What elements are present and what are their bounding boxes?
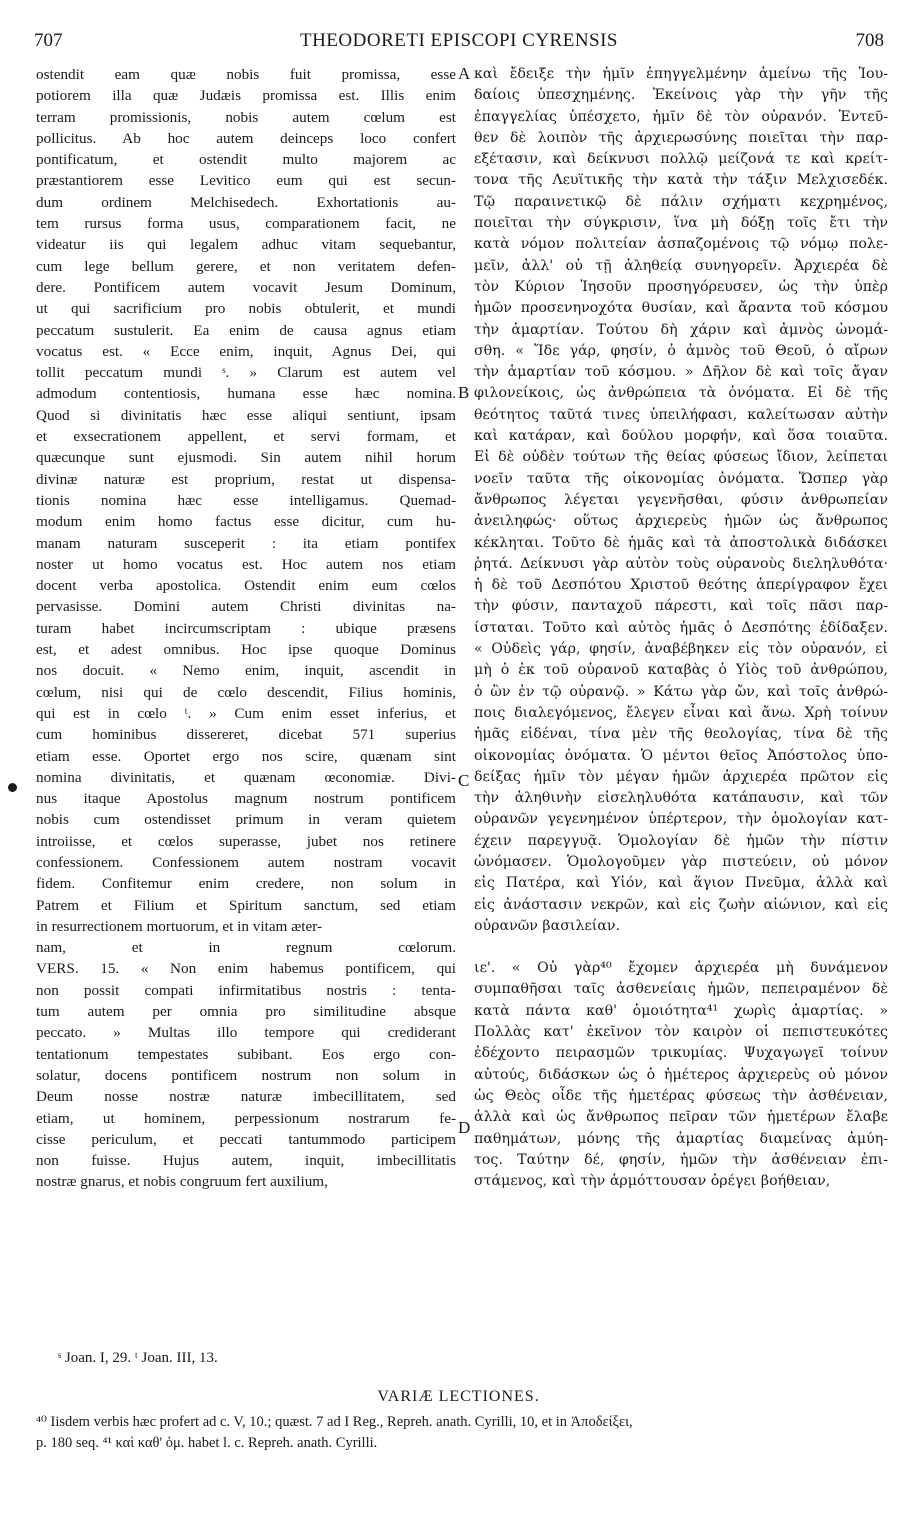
latin-text-line: non fuisse. Hujus autem, inquit, imbecillitatis — [36, 1152, 456, 1170]
latin-text-line: VERS. 15. « Non enim habemus pontificem, qui — [36, 960, 456, 978]
greek-text-line: καὶ ἔδειξε τὴν ἡμῖν ἐπηγγελμένην ἀμείνω τῆς Ἰου- — [474, 66, 888, 82]
greek-text-line: ῥητά. Δείκνυσι γὰρ αὐτὸν τοὺς οὐρανοὺς διεληλυθότα· — [474, 555, 888, 572]
latin-text-line: solatur, docens pontificem nostrum non solum in — [36, 1066, 456, 1084]
greek-text-line: ἡμᾶς εἰδέναι, τίνα μὲν τῆς θεολογίας, τίνα δὲ τῆς — [474, 726, 888, 743]
latin-text-line: pontificatum, et ostendit multo majorem ac — [36, 151, 456, 169]
footnotes: ˢ Joan. I, 29. ᵗ Joan. III, 13. — [58, 1350, 218, 1366]
greek-text-line: Εἰ δὲ οὐδὲν τούτων τῆς θείας φύσεως ἴδιον, λείπεται — [474, 449, 888, 466]
latin-text-line: nobis cum ostendisset primum in veram quietem — [36, 811, 456, 829]
greek-text-line: σθη. « Ἴδε γάρ, φησίν, ὁ ἀμνὸς τοῦ Θεοῦ, ὁ αἴρων — [474, 342, 888, 359]
latin-text-line: nus itaque Apostolus magnum nostrum pontificem — [36, 790, 456, 808]
greek-text-line: ἄνθρωπος λέγεται γεγενῆσθαι, φύσιν ἀνθρωπείαν — [474, 491, 888, 508]
latin-text-line: Quod si divinitatis hæc esse aliqui sentiunt, ipsam — [36, 406, 456, 424]
greek-text-line: ἐδέχοντο πειρασμῶν τρικυμίας. Ψυχαγωγεῖ τοίνυν — [474, 1045, 888, 1062]
latin-text-line: ut qui sacrificium pro nobis obtulerit, et mundi — [36, 300, 456, 318]
latin-text-line: in resurrectionem mortuorum, et in vitam æter- — [36, 917, 323, 935]
greek-text-line: εἰς Πατέρα, καὶ Υἱόν, καὶ ἅγιον Πνεῦμα, ἀλλὰ καὶ — [474, 875, 888, 892]
latin-column — [36, 64, 456, 1193]
greek-column — [474, 64, 888, 1192]
greek-text-line: ιε'. « Οὐ γὰρ⁴⁰ ἔχομεν ἀρχιερέα μὴ δυνάμενον — [474, 960, 888, 977]
latin-text-line: noster ut homo vocatus est. Hoc autem nos etiam — [36, 555, 456, 573]
greek-text-line: στάμενος, καὶ τὴν ἁρμόττουσαν ὀρέγει βοήθειαν, — [474, 1173, 831, 1190]
latin-text-line: nomina divinitatis, et quænam œconomiæ. Divi- — [36, 768, 456, 786]
greek-text-line: κέκληται. Τοῦτο δὲ ἡμᾶς καὶ τὰ ἀποστολικὰ διδάσκει — [474, 534, 888, 551]
running-title: THEODORETI EPISCOPI CYRENSIS — [299, 30, 619, 51]
running-header — [34, 30, 884, 60]
greek-text-line: φιλονείκοις, ὡς ἀνθρώπεια τὰ ὀνόματα. Εἰ δὲ τῆς — [474, 385, 888, 402]
latin-text-line: nos docuit. « Nemo enim, inquit, ascendit in — [36, 662, 456, 680]
greek-text-line: οἰκονομίας ὀνόματα. Ὁ μέντοι θεῖος Ἀπόστολος ὑπο- — [474, 747, 888, 764]
latin-text-line: tum autem per omnia pro similitudine absque — [36, 1003, 456, 1021]
latin-text-line: manam naturam susceperit : ita etiam pontifex — [36, 534, 456, 552]
greek-text-line: ποιεῖται τὴν σύγκρισιν, ἵνα μὴ δόξῃ τοῖς ἔτι τὴν — [474, 215, 888, 232]
latin-text-line: etiam, ut hominem, perpessionum nostrarum fe- — [36, 1109, 456, 1127]
latin-text-line: divinæ naturæ est proprium, restat ut dispensa- — [36, 470, 456, 488]
greek-text-line: νοεῖν ταῦτα τῆς οἰκονομίας ὀνόματα. Ὥσπερ γὰρ — [474, 470, 888, 487]
latin-text-line: qui est in cœlo ᵗ. » Cum enim esset inferius, et — [36, 704, 456, 722]
latin-text-line: tionis nomina hæc esse intelligamus. Quemad- — [36, 491, 456, 509]
latin-text-line: Patrem et Filium et Spiritum sanctum, sed etiam — [36, 896, 456, 914]
varia-line: p. 180 seq. ⁴¹ καὶ καθ' ὁμ. habet l. c. Repreh. anath. Cyrilli. — [36, 1435, 378, 1451]
latin-text-line: cisse periculum, et peccati tantummodo participem — [36, 1130, 456, 1148]
latin-text-line: cum hominibus dissereret, dicebat 571 superius — [36, 726, 456, 744]
latin-text-line: tem rursus forma usus, comparationem facit, ne — [36, 215, 456, 233]
greek-text-line: Τῷ παραινετικῷ δὲ πάλιν σχήματι κεχρημένος, — [474, 193, 888, 210]
latin-text-line: dere. Pontificem autem vocavit Jesum Dominum, — [36, 278, 456, 296]
latin-text-line: nostræ gnarus, et nobis congruum fert auxilium, — [36, 1173, 328, 1191]
greek-text-line: μὴ ὁ ἐκ τοῦ οὐρανοῦ καταβὰς ὁ Υἱὸς τοῦ ἀνθρώπου, — [474, 662, 888, 679]
greek-text-line: συμπαθῆσαι ταῖς ἀσθενείαις ἡμῶν, πεπειραμένον δὲ — [474, 981, 888, 998]
margin-letter-b: B — [458, 383, 470, 402]
greek-text-line: οὐρανῶν γεγενημένον ὑπέρτερον, τὴν ὁμολογίαν κατ- — [474, 811, 888, 828]
latin-text-line: Deum nosse nostræ naturæ imbecillitatem, sed — [36, 1088, 456, 1106]
greek-text-line: τὴν φύσιν, πανταχοῦ πάρεστι, καὶ τοῖς πᾶσι παρ- — [474, 598, 888, 615]
left-page-number: 707 — [34, 30, 63, 51]
greek-text-line: ίσταται. Τοῦτο καὶ αὐτὸς ἡμᾶς ὁ Δεσπότης ἐδίδαξεν. — [474, 619, 888, 636]
latin-text-line: introiisse, et cœlos superasse, jubet nos retinere — [36, 832, 456, 850]
greek-text-line: κατὰ πάντα καθ' ὁμοιότητα⁴¹ χωρὶς ἁμαρτίας. » — [474, 1002, 888, 1019]
varia-line: ⁴⁰ Iisdem verbis hæc profert ad c. V, 10.; quæst. 7 ad I Reg., Repreh. anath. Cyrilli, 10, et in Ἀποδείξει, — [36, 1414, 633, 1430]
latin-text-line: cœlum, nisi qui de cœlo descendit, Filius hominis, — [36, 683, 456, 701]
greek-text-line: μεῖν, ἀλλ' οὐ τῇ ἀληθείᾳ συνηγορεῖν. Ἀρχιερέα δὲ — [474, 257, 888, 274]
latin-text-line: peccato. » Multas illo tempore qui crediderant — [36, 1024, 456, 1042]
latin-text-line: modum enim homo factus esse dicitur, cum hu- — [36, 513, 456, 531]
varia-lectiones-text — [36, 1412, 891, 1454]
greek-text-line: έχειν παρεγγυᾷ. Ὁμολογίαν δὲ ἡμῶν τὴν πίστιν — [474, 832, 888, 849]
margin-letter-c: C — [458, 771, 470, 790]
latin-text-line: terram promissionis, nobis autem cœlum est — [36, 108, 456, 126]
latin-text-line: pervasisse. Domini autem Christi divinitas na- — [36, 598, 456, 616]
latin-text-line: vocatus est. « Ecce enim, inquit, Agnus Dei, qui — [36, 342, 456, 360]
greek-text-line: ἡμῶν προσενηνοχότα θυσίαν, καὶ ἄραντα τοῦ κόσμου — [474, 300, 888, 317]
greek-text-line: τὴν ἁμαρτίαν τοῦ κόσμου. » Δῆλον δὲ καὶ τοῖς ἄγαν — [474, 364, 888, 381]
greek-text-line: κατὰ νόμον πολιτείαν ἀσπαζομένοις τῷ νόμῳ πολε- — [474, 236, 888, 253]
latin-text-line: tollit peccatum mundi ˢ. » Clarum est autem vel — [36, 364, 456, 382]
latin-text-line: turam habet incircumscriptam : ubique præsens — [36, 619, 456, 637]
latin-text-line: etiam esse. Oportet ergo nos scire, quænam sint — [36, 747, 456, 765]
greek-text-line: ἡ δὲ τοῦ Δεσπότου Χριστοῦ θεότης ἀπερίγραφον ἔχει — [474, 577, 888, 594]
greek-text-line: παθημάτων, μόνης τῆς ἁμαρτίας διαμείνας ἀμύη- — [474, 1130, 888, 1147]
greek-text-line: οὐρανῶν βασιλείαν. — [474, 917, 621, 934]
greek-text-line: ἀνειληφώς· οὕτως ἀρχιερεὺς ἡμῶν ὡς ἄνθρωπος — [474, 513, 888, 530]
paragraph-gap — [474, 937, 888, 958]
greek-text-line: Πολλὰς κατ' ἐκεῖνον τὸν καιρὸν οἱ πεπιστευκότες — [474, 1024, 888, 1041]
latin-text-line: confessionem. Confessionem autem nostram vocavit — [36, 853, 456, 871]
greek-text-line: δείξας ἡμῖν τὸν μέγαν ἡμῶν ἀρχιερέα πρῶτον εἰς — [474, 768, 888, 785]
greek-text-line: θεότητος ταῦτά τινες ὑπειλήφασι, καλείτωσαν αὐτὴν — [474, 406, 888, 423]
greek-text-line: τονα τῆς Λευϊτικῆς τὴν κατὰ τὴν τάξιν Μελχισεδέκ. — [474, 172, 888, 189]
greek-text-line: τὴν ἁμαρτίαν. Τούτου δὴ χάριν καὶ ἀμνὸς ὠνομά- — [474, 321, 888, 338]
varia-lectiones-title: VARIÆ LECTIONES. — [377, 1388, 540, 1405]
greek-text-line: ποις διαλεγόμενος, ἔλεγεν εἶναι καὶ ἄνω. Χρὴ τοίνυν — [474, 704, 888, 721]
greek-text-line: τος. Ταύτην δέ, φησίν, ἡμῶν τὴν ἀσθένειαν ἐπι- — [474, 1151, 888, 1168]
margin-letter-a: A — [458, 64, 471, 83]
greek-text-line: θεν δὲ λοιπὸν τῆς ἀρχιερωσύνης ποιεῖται τὴν παρ- — [474, 129, 888, 146]
margin-letter-d: D — [458, 1118, 471, 1137]
greek-text-line: ὠνόμασεν. Ὁμολογοῦμεν γὰρ πιστεύειν, οὐ μόνον — [474, 853, 888, 870]
latin-text-line: docent verba apostolica. Ostendit enim eum cœlos — [36, 577, 456, 595]
latin-text-line: et exsecrationem appellent, et servi formam, et — [36, 428, 456, 446]
latin-text-line: peccatum sustulerit. Ea enim de causa agnus etiam — [36, 321, 456, 339]
greek-text-line: ὁ ὢν ἐν τῷ οὐρανῷ. » Κάτω γὰρ ὤν, καὶ τοῖς ἀνθρώ- — [474, 683, 888, 700]
latin-text-line: admodum contentiosis, humana esse hæc nomina. — [36, 385, 456, 403]
latin-text-line: pollicitus. Ab hoc autem deinceps loco confert — [36, 129, 456, 147]
latin-text-line: quæcunque sunt ejusmodi. Sin autem nihil horum — [36, 449, 456, 467]
latin-text-line: cum lege bellum gerere, et non veritatem defen- — [36, 257, 456, 275]
latin-text-line: ostendit eam quæ nobis fuit promissa, esse — [36, 66, 456, 83]
greek-text-line: εξέτασιν, καὶ δείκνυσι πολλῷ μείζονά τε καὶ κρείτ- — [474, 151, 888, 168]
latin-text-line: tentationum tempestates subibant. Eos ergo con- — [36, 1045, 456, 1063]
latin-text-line: nam, et in regnum cœlorum. — [36, 939, 456, 957]
latin-text-line: fidem. Confitemur enim credere, non solum in — [36, 875, 456, 893]
latin-text-line: præstantiorem esse Levitico eum qui est secun- — [36, 172, 456, 190]
greek-text-line: αὐτούς, διδάσκων ὡς ὁ ἡμέτερος ἀρχιερεὺς οὐ μόνον — [474, 1066, 888, 1083]
greek-text-line: εἰς ἀνάστασιν νεκρῶν, καὶ εἰς ζωὴν αἰώνιον, καὶ εἰς — [474, 896, 888, 913]
latin-text-line: non possit compati infirmitatibus nostris : tenta- — [36, 981, 456, 999]
latin-text-line: videatur iis qui legalem adhuc vitam sequebantur, — [36, 236, 456, 254]
greek-text-line: ἀλλὰ καὶ ὡς ἄνθρωπος πεῖραν τῶν ἡμετέρων ἔλαβε — [474, 1109, 888, 1126]
greek-text-line: τὸν Κύριον Ἰησοῦν προσηγόρευσεν, ὡς τὴν ὑπὲρ — [474, 278, 888, 295]
greek-text-line: τὴν ἀληθινὴν εἰσεληλυθότα κατάπαυσιν, καὶ τῶν — [474, 790, 888, 807]
latin-text-line: dum ordinem Melchisedech. Exhortationis au- — [36, 193, 456, 211]
latin-text-line: est, et adest omnibus. Hoc ipse quoque Dominus — [36, 641, 456, 659]
latin-text-line: potiorem illa quæ Judæis promissa est. Illis enim — [36, 87, 456, 105]
margin-bullet — [8, 783, 17, 792]
greek-text-line: ὡς Θεὸς οἶδε τῆς ἡμετέρας φύσεως τὴν ἀσθένειαν, — [474, 1087, 888, 1104]
greek-text-line: « Οὐδεὶς γάρ, φησίν, ἀναβέβηκεν εἰς τὸν οὐρανόν, εἰ — [474, 641, 888, 658]
right-page-number: 708 — [855, 30, 884, 51]
greek-text-line: καὶ κατάραν, καὶ δούλου μορφήν, καὶ ὅσα τοιαῦτα. — [474, 428, 888, 445]
greek-text-line: ἐπαγγελίας ὑπέσχετο, ἡμῖν δὲ τὸν οὐρανόν. Ἐντεῦ- — [474, 108, 888, 125]
greek-text-line: δαίοις ὑπεσχημένης. Ἐκείνοις γὰρ τὴν γῆν τῆς — [474, 87, 888, 104]
